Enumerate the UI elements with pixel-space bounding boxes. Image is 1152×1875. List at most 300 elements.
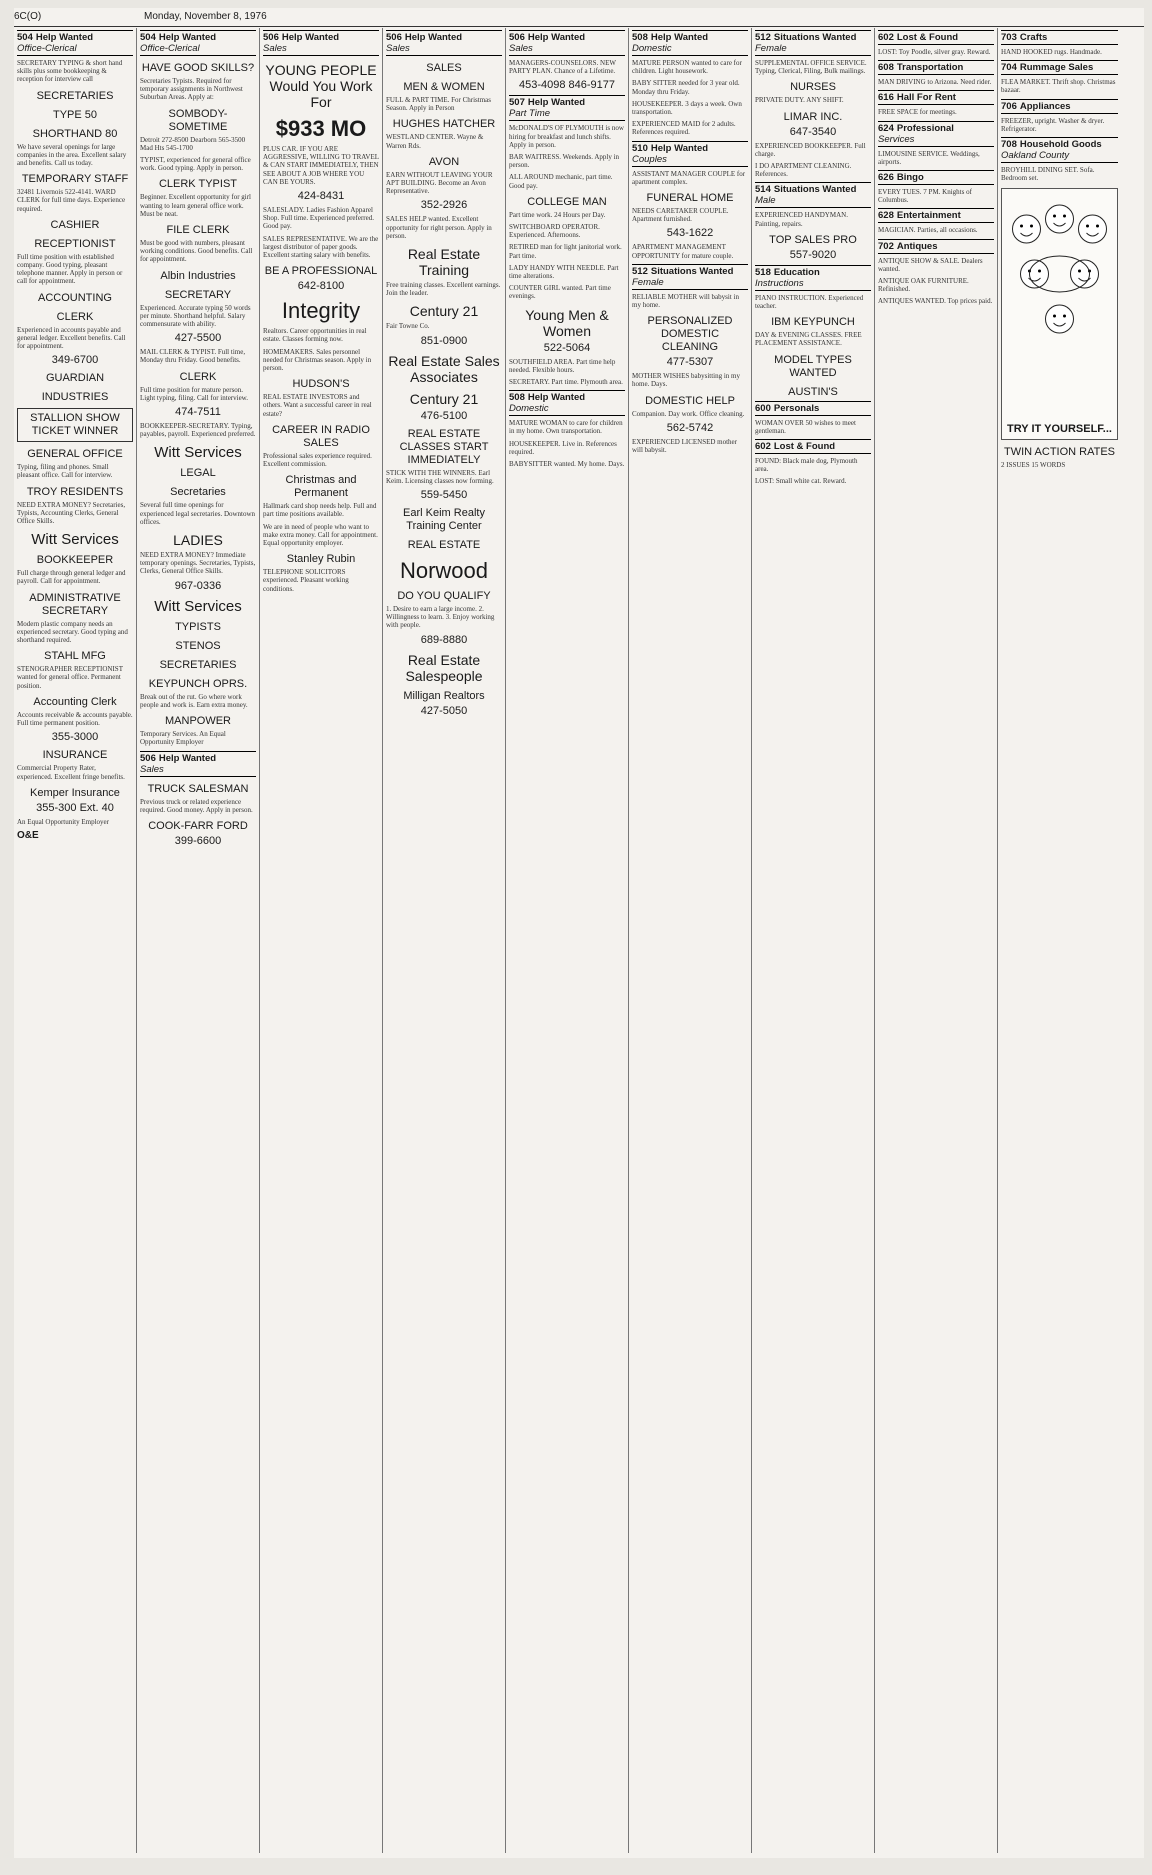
- ad-body-text: DAY & EVENING CLASSES. FREE PLACEMENT ASSISTANCE.: [755, 331, 862, 348]
- ad-body-text: I DO APARTMENT CLEANING. References.: [755, 162, 852, 179]
- section-number: 508: [509, 392, 525, 404]
- ad-phone: 522-5064: [543, 341, 591, 354]
- ad-display-text: LADIES: [173, 532, 223, 549]
- section-sublabel: Male: [755, 195, 776, 207]
- ad-headline: Milligan Realtors: [403, 689, 485, 702]
- ad-body-text: We have several openings for large companies in the area. Excellent salary and benefits. Call us today.: [17, 142, 127, 168]
- ad-headline: SALES: [426, 62, 462, 74]
- ad-headline: SECRETARY: [164, 288, 232, 301]
- ad-body-text: Must be good with numbers, pleasant working conditions. Good benefits. Call for appointment.: [140, 239, 253, 264]
- ad-body-text: LOST: Toy Poodle, silver gray. Reward.: [878, 48, 991, 56]
- ad-body-text: LADY HANDY WITH NEEDLE. Part time alterations.: [509, 263, 619, 281]
- ad-logo-text: Integrity: [281, 298, 361, 324]
- section-label: Lost & Found: [773, 441, 836, 453]
- classified-column: [752, 28, 875, 1853]
- ad-body-text: HOUSEKEEPER. 3 days a week. Own transportation.: [632, 99, 742, 117]
- section-header: [140, 30, 256, 56]
- section-header: [1001, 60, 1118, 75]
- ad-display-text: Century 21: [409, 303, 479, 320]
- ad-phone: 477-5307: [666, 356, 714, 369]
- ad-body-text: FLEA MARKET. Thrift shop. Christmas bazaar.: [1001, 78, 1116, 95]
- section-header: [878, 239, 994, 254]
- section-header: [263, 30, 379, 56]
- section-header: [140, 751, 256, 777]
- ad-display-text: Real Estate Salespeople: [405, 651, 483, 684]
- section-label: Personals: [773, 402, 820, 414]
- section-number: 624: [878, 122, 894, 134]
- section-header: [1001, 30, 1118, 45]
- ad-body-text: SOUTHFIELD AREA. Part time help needed. Flexible hours.: [509, 357, 616, 374]
- section-header: [755, 182, 871, 208]
- section-label: Professional: [896, 122, 954, 134]
- ad-headline: INDUSTRIES: [41, 391, 109, 404]
- ad-headline: Albin Industries: [160, 269, 236, 282]
- ad-body-text: HOMEMAKERS. Sales personnel needed for Christmas season. Apply in person.: [263, 347, 372, 373]
- ad-display-text: Century 21: [409, 390, 479, 407]
- ad-headline: IBM KEYPUNCH: [771, 316, 855, 329]
- section-number: 506: [509, 32, 525, 43]
- ad-body-text: ANTIQUE OAK FURNITURE. Refinished.: [878, 277, 969, 294]
- section-sublabel: Instructions: [755, 277, 804, 289]
- section-header: [386, 30, 502, 56]
- ad-body-text: TYPIST, experienced for general office work. Good typing. Apply in person.: [140, 156, 251, 173]
- section-number: 504: [17, 32, 33, 43]
- section-label: Help Wanted: [404, 32, 463, 43]
- ad-headline: SOMBODY-SOMETIME: [168, 107, 228, 133]
- section-number: 602: [878, 32, 894, 43]
- ad-headline: DOMESTIC HELP: [645, 394, 735, 407]
- ad-phone: 967-0336: [174, 579, 222, 592]
- section-number: 506: [263, 32, 279, 43]
- ad-headline: TEMPORARY STAFF: [21, 173, 129, 186]
- ad-body-text: Professional sales experience required. Excellent commission.: [263, 451, 372, 469]
- ad-body-text: HOUSEKEEPER. Live in. References required.: [509, 439, 617, 456]
- ad-body-text: LIMOUSINE SERVICE. Weddings, airports.: [878, 149, 980, 166]
- ad-headline: LIMAR INC.: [783, 110, 843, 123]
- ad-headline: AUSTIN'S: [788, 385, 838, 398]
- section-number: 512: [755, 32, 771, 43]
- section-number: 506: [386, 32, 402, 43]
- section-label: Situations Wanted: [773, 32, 857, 43]
- cartoon-face: [1013, 215, 1041, 243]
- section-header: [1001, 137, 1118, 163]
- section-sublabel: Oakland County: [1001, 150, 1070, 162]
- ad-headline: SECRETARIES: [36, 89, 114, 102]
- ad-body-text: HAND HOOKED rugs. Handmade.: [1001, 48, 1102, 56]
- section-header: [632, 141, 748, 167]
- classified-page: [14, 8, 1144, 1858]
- ad-body-text: NEED EXTRA MONEY? Immediate temporary openings. Secretaries, Typists, Clerks, General Office Skills.: [140, 551, 256, 576]
- section-label: Help Wanted: [158, 752, 217, 764]
- ad-body-text: STICK WITH THE WINNERS. Earl Keim. Licensing classes now forming.: [386, 468, 494, 485]
- ad-headline: GENERAL OFFICE: [27, 448, 123, 461]
- ad-headline: REAL ESTATE CLASSES START IMMEDIATELY: [399, 427, 489, 466]
- ad-body-text: BROYHILL DINING SET. Sofa. Bedroom set.: [1001, 166, 1095, 183]
- ad-body-text: Full time position for mature person. Light typing, filing. Call for interview.: [140, 385, 249, 402]
- section-header: [632, 30, 748, 56]
- section-header: [878, 90, 994, 105]
- ad-logo-text: Norwood: [399, 558, 489, 584]
- ad-body-text: Temporary Services. An Equal Opportunity Employer: [140, 730, 226, 747]
- section-label: Help Wanted: [281, 32, 340, 43]
- section-label: Help Wanted: [158, 32, 217, 43]
- page-date: Monday, November 8, 1976: [144, 11, 267, 22]
- section-number: 506: [140, 752, 156, 764]
- page-number: 6C(O): [14, 11, 42, 22]
- section-header: [632, 264, 748, 290]
- ad-headline: CLERK: [56, 310, 94, 323]
- ad-phone: 399-6600: [174, 834, 222, 847]
- ad-body-text: ALL AROUND mechanic, part time. Good pay.: [509, 173, 613, 190]
- ad-company: Witt Services: [154, 444, 242, 462]
- section-header: [878, 60, 994, 75]
- ad-phone: 352-2926: [420, 199, 468, 212]
- ad-phone: 349-6700: [51, 354, 99, 367]
- section-number: 704: [1001, 62, 1017, 74]
- section-sublabel: Sales: [263, 43, 287, 54]
- section-label: Help Wanted: [527, 392, 586, 404]
- classified-columns: [14, 28, 1144, 1853]
- ad-body-text: EXPERIENCED MAID for 2 adults. References required.: [632, 120, 736, 137]
- section-header: [509, 30, 625, 56]
- section-number: 608: [878, 62, 894, 74]
- ad-headline: ACCOUNTING: [38, 291, 112, 304]
- ad-body-text: 32481 Livernois 522-4141. WARD CLERK for full time days. Experience required.: [17, 188, 126, 213]
- section-label: Help Wanted: [35, 32, 94, 43]
- ad-body-text: FOUND: Black male dog, Plymouth area.: [755, 457, 858, 474]
- section-number: 616: [878, 92, 894, 104]
- section-sublabel: Female: [632, 276, 664, 288]
- ad-body-text: REAL ESTATE INVESTORS and others. Want a successful career in real estate?: [263, 393, 372, 418]
- ad-headline: SECRETARIES: [159, 658, 237, 671]
- ad-headline: HAVE GOOD SKILLS?: [141, 62, 255, 74]
- ad-body-text: NEEDS CARETAKER COUPLE. Apartment furnished.: [632, 207, 729, 224]
- ad-body-text: FREEZER, upright. Washer & dryer. Refrigerator.: [1001, 116, 1105, 133]
- ad-headline: CLERK TYPIST: [158, 178, 238, 191]
- ad-phone: 642-8100: [297, 280, 345, 293]
- ad-body-text: SWITCHBOARD OPERATOR. Experienced. Afternoons.: [509, 223, 600, 240]
- ad-headline: AVON: [428, 155, 460, 168]
- ad-body-text: BAR WAITRESS. Weekends. Apply in person.: [509, 153, 620, 170]
- ad-body-text: Beginner. Excellent opportunity for girl wanting to learn general office work. Must be neat.: [140, 193, 252, 218]
- section-number: 514: [755, 184, 771, 196]
- ad-body-text: Accounts receivable & accounts payable. Full time permanent position.: [17, 710, 133, 728]
- ad-headline: TWIN ACTION RATES: [1003, 446, 1116, 459]
- ad-headline: Accounting Clerk: [33, 695, 117, 708]
- ad-body-text: ASSISTANT MANAGER COUPLE for apartment complex.: [632, 169, 746, 186]
- ad-body-text: FULL & PART TIME. For Christmas Season. Apply in Person: [386, 96, 491, 113]
- ad-body-text: WESTLAND CENTER. Wayne & Warren Rds.: [386, 133, 484, 150]
- ad-headline: BE A PROFESSIONAL: [264, 265, 378, 278]
- ad-company: Witt Services: [31, 531, 119, 549]
- ad-body-text: Several full time openings for experienced legal secretaries. Downtown offices.: [140, 501, 256, 526]
- classified-column: [260, 28, 383, 1853]
- ad-body-text: MAIL CLERK & TYPIST. Full time, Monday thru Friday. Good benefits.: [140, 348, 246, 365]
- section-header: [878, 208, 994, 223]
- ad-body-text: LOST: Small white cat. Reward.: [755, 477, 847, 486]
- section-label: Bingo: [896, 172, 924, 184]
- ad-body-text: Detroit 272-8500 Dearborn 565-3500 Mad Hts 545-1700: [140, 135, 246, 152]
- ad-phone: 557-9020: [789, 248, 837, 261]
- section-label: Antiques: [896, 240, 938, 252]
- section-number: 508: [632, 32, 648, 43]
- ad-headline: FILE CLERK: [166, 224, 230, 237]
- cartoon-illustration: [1001, 188, 1118, 440]
- ad-phone: 647-3540: [789, 125, 837, 138]
- section-sublabel: Domestic: [509, 403, 549, 415]
- ad-body-text: BABYSITTER wanted. My home. Days.: [509, 460, 625, 469]
- section-number: 504: [140, 32, 156, 43]
- ad-headline: Kemper Insurance: [30, 786, 120, 799]
- ad-phone: 424-8431: [297, 190, 345, 203]
- ad-body-text: McDONALD'S OF PLYMOUTH is now hiring for breakfast and lunch shifts. Apply in person.: [509, 124, 624, 149]
- classified-column: [998, 28, 1121, 1853]
- section-sublabel: Sales: [386, 43, 410, 54]
- ad-headline: GUARDIAN: [45, 372, 105, 385]
- ad-phone: 355-300 Ext. 40: [36, 801, 114, 814]
- section-header: [878, 170, 994, 185]
- ad-body-text: WOMAN OVER 50 wishes to meet gentleman.: [755, 418, 856, 435]
- classified-column: [875, 28, 998, 1853]
- ad-body-text: SALES HELP wanted. Excellent opportunity for right person. Apply in person.: [386, 215, 492, 240]
- classified-column: [14, 28, 137, 1853]
- section-label: Household Goods: [1019, 139, 1102, 151]
- section-number: 600: [755, 402, 771, 414]
- ad-headline: CLERK: [179, 370, 217, 383]
- ad-body-text: SUPPLEMENTAL OFFICE SERVICE. Typing, Clerical, Filing, Bulk mailings.: [755, 59, 867, 76]
- section-number: 708: [1001, 139, 1017, 151]
- section-sublabel: Office-Clerical: [17, 43, 77, 54]
- ad-headline: STAHL MFG: [44, 650, 106, 663]
- ad-headline: HUDSON'S: [292, 378, 350, 391]
- ad-phone: 559-5450: [420, 489, 468, 502]
- section-number: 626: [878, 172, 894, 184]
- cartoon-faces-drawing: [1002, 189, 1117, 399]
- ad-body-text: Full charge through general ledger and payroll. Call for appointment.: [17, 569, 126, 586]
- ad-headline: TYPE 50: [52, 108, 98, 121]
- ad-body-text: EARN WITHOUT LEAVING YOUR APT BUILDING. Become an Avon Representative.: [386, 170, 493, 196]
- ad-body-text: Full time position with established company. Good typing, pleasant telephone manner. Apply in person or call for appointment.: [17, 252, 123, 286]
- ad-body-text: PRIVATE DUTY. ANY SHIFT.: [755, 96, 844, 105]
- ad-body-text: EXPERIENCED LICENSED mother will babysit.: [632, 437, 737, 455]
- section-header: [755, 401, 871, 416]
- ad-headline: PERSONALIZED DOMESTIC CLEANING: [647, 315, 733, 354]
- section-label: Transportation: [896, 62, 964, 74]
- ad-body-text: STENOGRAPHER RECEPTIONIST wanted for general office. Permanent position.: [17, 665, 123, 690]
- section-number: 702: [878, 240, 894, 252]
- ad-headline: KEYPUNCH OPRS.: [148, 677, 248, 690]
- ad-body-text: Previous truck or related experience required. Good money. Apply in person.: [140, 797, 253, 814]
- section-sublabel: Sales: [140, 763, 164, 775]
- ad-body-text: EXPERIENCED BOOKKEEPER. Full charge.: [755, 141, 866, 158]
- section-number: 518: [755, 266, 771, 278]
- ad-body-text: Experienced in accounts payable and general ledger. Excellent benefits. Call for appointment.: [17, 325, 126, 351]
- ad-headline: COOK-FARR FORD: [148, 819, 248, 832]
- section-label: Situations Wanted: [650, 265, 734, 277]
- section-number: 512: [632, 265, 648, 277]
- section-label: Crafts: [1019, 32, 1048, 43]
- ad-body-text: SALESLADY. Ladies Fashion Apparel Shop. Full time. Experienced preferred. Good pay.: [263, 206, 374, 231]
- section-label: Appliances: [1019, 100, 1071, 112]
- ad-body-text: MANAGERS-COUNSELORS. NEW PARTY PLAN. Chance of a Lifetime.: [509, 59, 616, 76]
- ad-headline: INSURANCE: [42, 749, 108, 762]
- section-header: [878, 121, 994, 147]
- ad-body-text: Secretaries Typists. Required for temporary assignments in Northwest Suburban Areas. Apply at:: [140, 77, 243, 102]
- ad-body-text: Experienced. Accurate typing 50 words per minute. Shorthand helpful. Salary commensurate with ability.: [140, 303, 251, 329]
- ad-body-text: PIANO INSTRUCTION. Experienced teacher.: [755, 293, 864, 311]
- ad-salary: $933 MO: [275, 116, 367, 141]
- classified-column: [506, 28, 629, 1853]
- ad-body-text: 2 ISSUES 15 WORDS: [1001, 461, 1066, 470]
- ad-body-text: MAGICIAN. Parties, all occasions.: [878, 226, 978, 235]
- ad-body-text: Modern plastic company needs an experienced secretary. Good typing and shorthand required.: [17, 619, 128, 645]
- ad-body-text: BABY SITTER needed for 3 year old. Monday thru Friday.: [632, 79, 740, 96]
- ad-body-text: ANTIQUES WANTED. Top prices paid.: [878, 297, 993, 306]
- classified-column: [629, 28, 752, 1853]
- ad-body-text: BOOKKEEPER-SECRETARY. Typing, payables, payroll. Experienced preferred.: [140, 422, 256, 439]
- section-number: 602: [755, 441, 771, 453]
- section-number: 507: [509, 97, 525, 109]
- section-sublabel: Female: [755, 43, 787, 54]
- ad-body-text: RELIABLE MOTHER will babysit in my home.: [632, 292, 739, 310]
- section-label: Hall For Rent: [896, 92, 956, 104]
- ad-body-text: ANTIQUE SHOW & SALE. Dealers wanted.: [878, 256, 983, 273]
- illustration-caption: TRY IT YOURSELF...: [1007, 423, 1112, 436]
- ad-body-text: TELEPHONE SOLICITORS experienced. Pleasant working conditions.: [263, 568, 349, 593]
- section-number: 703: [1001, 32, 1017, 43]
- ad-headline: CASHIER: [50, 218, 100, 231]
- section-sublabel: Office-Clerical: [140, 43, 200, 54]
- ad-display-text: Young Men & Women: [525, 306, 609, 339]
- ad-phone: 474-7511: [175, 406, 221, 419]
- ad-headline: Secretaries: [170, 486, 226, 499]
- cartoon-face: [1046, 205, 1074, 233]
- section-label: Entertainment: [896, 210, 961, 222]
- ad-headline: LEGAL: [180, 467, 216, 480]
- section-label: Help Wanted: [650, 142, 709, 154]
- ad-headline: FUNERAL HOME: [646, 192, 734, 205]
- ad-body-text: MATURE PERSON wanted to care for children. Light housework.: [632, 59, 742, 76]
- ad-headline: STENOS: [175, 639, 221, 652]
- ad-body-text: COUNTER GIRL wanted. Part time evenings.: [509, 284, 611, 301]
- section-label: Help Wanted: [650, 32, 709, 43]
- section-sublabel: Part Time: [509, 108, 551, 120]
- ad-headline: Earl Keim Realty Training Center: [403, 507, 485, 533]
- ad-body-text: 1. Desire to earn a large income. 2. Willingness to learn. 3. Enjoy working with people.: [386, 605, 495, 630]
- ad-phone: 543-1622: [666, 227, 714, 240]
- section-sublabel: Domestic: [632, 43, 672, 54]
- ad-body-text: Free training classes. Excellent earnings. Join the leader.: [386, 281, 501, 298]
- section-label: Situations Wanted: [773, 184, 857, 196]
- ad-body-text: Realtors. Career opportunities in real estate. Classes forming now.: [263, 327, 367, 344]
- ad-body-text: MATURE WOMAN to care for children in my home. Own transportation.: [509, 419, 623, 436]
- ad-body-text: MOTHER WISHES babysitting in my home. Days.: [632, 372, 740, 389]
- ad-body-text: EXPERIENCED HANDYMAN. Painting, repairs.: [755, 211, 848, 228]
- ad-body-text: Typing, filing and phones. Small pleasant office. Call for interview.: [17, 463, 113, 480]
- ad-headline: SHORTHAND 80: [32, 127, 118, 140]
- section-number: 510: [632, 142, 648, 154]
- cartoon-face: [1046, 305, 1074, 333]
- section-label: Help Wanted: [527, 32, 586, 43]
- ad-company: Witt Services: [154, 597, 242, 615]
- ad-headline: ADMINISTRATIVE SECRETARY: [29, 591, 121, 617]
- classified-column: [383, 28, 506, 1853]
- ad-headline: MEN & WOMEN: [403, 81, 485, 93]
- ad-phone: 476-5100: [420, 409, 468, 422]
- section-label: Lost & Found: [896, 32, 959, 43]
- ad-body-text: SECRETARY. Part time. Plymouth area.: [509, 378, 623, 387]
- ad-body-text: Companion. Day work. Office cleaning.: [632, 409, 745, 418]
- cartoon-face: [1079, 215, 1107, 243]
- section-header: [509, 95, 625, 121]
- classified-column: [137, 28, 260, 1853]
- ad-body-text: NEED EXTRA MONEY? Secretaries, Typists, Accounting Clerks, General Office Skills.: [17, 500, 126, 526]
- ad-body-text: FREE SPACE for meetings.: [878, 108, 957, 117]
- section-label: Education: [773, 266, 820, 278]
- ad-display-text: Real Estate Training: [407, 246, 481, 279]
- section-header: [1001, 99, 1118, 114]
- section-label: Help Wanted: [527, 97, 586, 109]
- ad-phone: 453-4098 846-9177: [518, 79, 616, 92]
- ad-display-text: YOUNG PEOPLE Would You Work For: [265, 62, 377, 110]
- ad-headline: DO YOU QUALIFY: [397, 590, 491, 603]
- ad-body-text: We are in need of people who want to make extra money. Call for appointment. Equal opportunity employer.: [263, 522, 378, 548]
- ad-headline: RECEPTIONIST: [34, 237, 116, 250]
- section-number: 706: [1001, 100, 1017, 112]
- ad-body-text: SECRETARY TYPING & short hand skills plus some bookkeeping & reception for interview call: [17, 59, 123, 84]
- ad-headline: MODEL TYPES WANTED: [774, 353, 852, 379]
- section-sublabel: Couples: [632, 153, 667, 165]
- section-header: [755, 439, 871, 454]
- ad-headline: REAL ESTATE: [407, 539, 481, 552]
- ad-headline: TROY RESIDENTS: [26, 485, 124, 498]
- ad-headline: TOP SALES PRO: [769, 233, 857, 246]
- section-sublabel: Services: [878, 133, 915, 145]
- section-header: [509, 390, 625, 416]
- section-header: [878, 30, 994, 45]
- ad-body-text: RETIRED man for light janitorial work. Part time.: [509, 243, 622, 260]
- ad-body-text: APARTMENT MANAGEMENT OPPORTUNITY for mature couple.: [632, 243, 734, 260]
- ad-phone: 562-5742: [666, 421, 714, 434]
- ad-phone: 427-5050: [420, 704, 468, 717]
- boxed-ad: STALLION SHOW TICKET WINNER: [17, 408, 133, 442]
- ad-headline: HUGHES HATCHER: [392, 118, 496, 131]
- ad-body-text: SALES REPRESENTATIVE. We are the largest distributor of paper goods. Excellent starting salary with benefits.: [263, 234, 379, 260]
- ad-display-text: Real Estate Sales Associates: [388, 352, 500, 385]
- section-header: [755, 265, 871, 291]
- ad-body-text: Break out of the rut. Go where work people and work is. Earn extra money.: [140, 692, 248, 709]
- ad-headline: TYPISTS: [175, 620, 221, 633]
- ad-body-text: Part time work. 24 Hours per Day.: [509, 210, 606, 219]
- ad-body-text: Fair Towne Co.: [386, 322, 430, 331]
- section-sublabel: Sales: [509, 43, 533, 54]
- ad-phone: 851-0900: [420, 334, 468, 347]
- ad-headline: CAREER IN RADIO SALES: [272, 423, 370, 449]
- ad-headline: BOOKKEEPER: [36, 554, 114, 567]
- ad-phone: 355-3000: [51, 731, 99, 744]
- ad-headline: Stanley Rubin: [286, 553, 356, 566]
- ad-headline: TRUCK SALESMAN: [147, 782, 249, 795]
- section-number: 628: [878, 210, 894, 222]
- ad-body-text: Commercial Property Rater, experienced. Excellent fringe benefits.: [17, 764, 125, 781]
- ad-body-text: An Equal Opportunity Employer: [17, 817, 109, 826]
- ad-headline: NURSES: [790, 81, 836, 94]
- ad-body-text: EVERY TUES. 7 PM. Knights of Columbus.: [878, 188, 972, 205]
- section-label: Rummage Sales: [1019, 62, 1094, 74]
- ad-phone: 689-8880: [420, 633, 468, 646]
- section-header: [17, 30, 133, 56]
- ad-body-text: Hallmark card shop needs help. Full and part time positions available.: [263, 502, 377, 519]
